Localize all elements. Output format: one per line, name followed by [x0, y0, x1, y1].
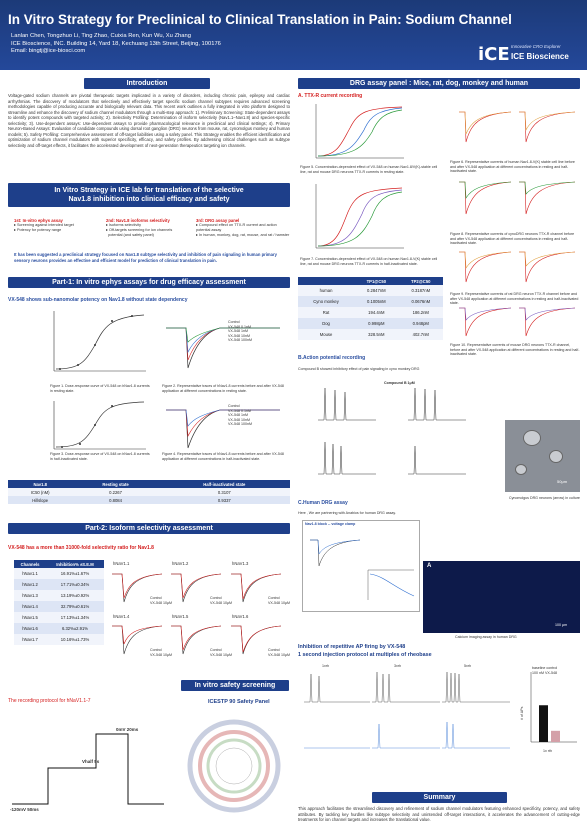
table-header-row: TP1@C50 TP2@C50: [298, 277, 443, 285]
ap-count-bar-chart: [515, 662, 581, 762]
drg-ic50-table: [298, 277, 443, 340]
panel-legend: Control VX-548 10μM: [268, 648, 291, 657]
introduction-heading: Introduction: [84, 78, 210, 89]
ap-trace-label: Compound B 1μM: [384, 381, 415, 385]
bar-baseline: [539, 705, 548, 742]
strategy-summary: It has been suggested a preclinical strategy focused on Nav1.8 subtype selectivity and inhibition of pain signaling in human primary sensory neurons provides an effective and efficient model for prediction of clinical translation in pain.: [14, 252, 277, 263]
strategy-box-3: [196, 218, 290, 238]
table-row: human 0.2847nM 0.3187nM: [298, 285, 443, 296]
table-row: hNav1.4 32.79%±0.61%: [14, 601, 104, 612]
poster-header: [0, 0, 587, 70]
strategy-box-item: ▸ Compound effect on TTX-R current and action potential assay: [196, 223, 277, 232]
fig9-caption: Figure 9. Representative currents of rat DRG neuron TTX-R channel before and after VX-548 application at different concentrations in resting and half-inactivated state.: [450, 292, 579, 306]
strategy-box-item: ▸ Off-targets screening for ion channels: [106, 228, 173, 232]
bar-vx548: [551, 731, 560, 742]
table-row: hNav1.6 6.32%±2.91%: [14, 623, 104, 634]
strategy-box-1: [14, 218, 102, 233]
strategy-box-item: potential (and safety panel): [108, 233, 154, 237]
strategy-box-title: 3rd: DRG assay panel: [196, 218, 240, 223]
panel-title: hNaV1.5: [172, 614, 189, 619]
safety-panel-title: ICESTP 90 Safety Panel: [208, 699, 270, 705]
drg-section-c-title: C.Human DRG assay: [298, 500, 348, 506]
fig5-caption: Figure 5. Concentration-dependent effect of VX-548 on human Nav1.8/V(K)-stable cell line, rat and mouse DRG neurons TTX-R currents in resting state.: [300, 165, 438, 174]
fig6-representative-currents: [455, 102, 580, 162]
part2-subtitle: VX-548 has a more than 31000-fold selectivity ratio for Nav1.8: [8, 545, 154, 551]
panel-legend: Control VX-548 10μM: [150, 648, 173, 657]
ap-inhibition-subtitle: 1 second injection protocol at multiples of rheobase: [298, 652, 432, 658]
table-row: hNav1.3 13.19%±0.92%: [14, 590, 104, 601]
safety-heading: In vitro safety screening: [181, 680, 289, 691]
fig7-caption: Figure 7. Concentration-dependent effect of VX-548 on human Nav1.8-V(K) stable cell line, rat and mouse DRG neurons TTX-R currents in half-inactivated state.: [300, 257, 438, 266]
table-row: Mouse 328.5nM 402.7nM: [298, 329, 443, 340]
repetitive-ap-traces: [300, 662, 514, 762]
drg-heading: DRG assay panel : Mice, rat, dog, monkey and human: [298, 78, 580, 89]
summary-text: This approach facilitates the streamlined discovery and refinement of sodium channel modulators featuring enhanced specificity, potency, and safety attributes. By tackling key hurdles like subtype selectivity and unintended off-target interactions, it accelerates the advancement of cutting-edge treatments for ion channel targets and increases the translational value.: [298, 806, 580, 822]
isoform-trace-panels: [108, 568, 291, 668]
strategy-box-item: ▸ Potency for potency range: [14, 228, 62, 232]
table-row: Cyno monkey 0.1005nM 0.0676nM: [298, 296, 443, 307]
ice-logo: [478, 42, 582, 66]
ap-trace-label: 1xrh: [322, 664, 329, 668]
human-drg-current-plots: [304, 530, 418, 610]
table-header-row: Channels Inhibition% ±S.E.M: [14, 560, 104, 568]
ice-logo-icon: iCE: [478, 44, 510, 65]
part1-subtitle: VX-548 shows sub-nanomolar potency on Nav1.8 without state dependency: [8, 297, 188, 303]
fig2-caption: Figure 2. Representative traces of hNav1.8 currents before and after VX-548 application at different concentrations in resting state.: [162, 384, 284, 393]
calcium-caption: Calcium imaging assay in human DRG: [455, 635, 517, 639]
protocol-label: -120mV 50ms: [10, 807, 39, 812]
panel-legend: Control VX-548 10μM: [210, 596, 233, 605]
part2-heading: Part-2: Isoform selectivity assessment: [8, 523, 290, 534]
panel-title: hNaV1.2: [172, 561, 189, 566]
action-potential-traces: [316, 380, 496, 490]
table-row: IC50 (nM) 0.2267 0.3107: [8, 488, 290, 496]
fig3-caption: Figure 3. Dose-response curve of VX-548 on hNav1.8 currents in half-inactivated state.: [50, 452, 150, 461]
fig10-representative-currents: [455, 300, 580, 344]
introduction-text: Voltage-gated sodium channels are pivotal therapeutic targets implicated in a variety of disorders, including chronic pain, epilepsy and cardiac arrhythmias. The discovery of modulators that selectively and effectively target specific sodium channel subtypes requires advanced screening methodologies capable of producing accurate and biologically relevant data. This recent work outlines a fully integrated in vitro platform designed to streamline and enhance the discovery of sodium channel modulators through a multi-step approach: 1). Preliminary Screening: State-dependent assays to identify potent compounds with targeted activity; 2). Selectivity Profiling: Determination of isoform selectivity (Nav1.1–Nav1.8) and species-specific selectivity; 3). Use-dependent assays: Use-dependent assays to provide pharmacological relevance in preclinical and clinical settings; 4). Primary Neuron-Based Assays: Evaluation of candidate compounds using dorsal root ganglion (DRG) neurons from mouse, rat, cynomolgus monkey and human models; 5). Safety Profiling: Comprehensive assessment of off-target liabilities using a safety panel. This Strategy enables the efficient identification and optimization of sodium channel modulators with superior specificity, efficacy, and safety profiles. By addressing critical challenges such as subtype selectivity and off-target effects, it facilitates the accelerated development of next-generation therapeutics targeting ion channels.: [8, 93, 290, 148]
fig8-representative-currents: [455, 172, 580, 232]
fig3-dose-response-plot: [40, 397, 150, 457]
strategy-heading: [8, 183, 290, 207]
table-row: Dog 0.998pM 0.948pM: [298, 318, 443, 329]
fig7-concentration-response-plot: [308, 182, 443, 254]
drg-section-b-title: B.Action potential recording: [298, 355, 366, 361]
authors: Lanlan Chen, Tongzhuo Li, Ting Zhao, Cuixia Ren, Kun Wu, Xu Zhang: [11, 33, 191, 39]
fig10-caption: Figure 10. Representative currents of mouse DRG neurons TTX-R channel, before and after VX-548 application at different concentrations in resting and half-inactivated state.: [450, 343, 580, 357]
email: Email: bingtj@ice-biosci.com: [11, 48, 86, 55]
c-plot-title: Nav1.8 block -- voltage clamp: [305, 522, 356, 526]
table-row: hNav1.5 17.13%±1.34%: [14, 612, 104, 623]
strategy-box-title: 1st: In-vitro ephys assay: [14, 218, 63, 223]
human-drg-calcium-image: [423, 561, 580, 633]
fig1-caption: Figure 1. Dose-response curve of VX-548 on hNav1.8 currents in resting state.: [50, 384, 150, 393]
table-row: Hillslope 0.8084 0.9337: [8, 496, 290, 504]
author-block: [11, 33, 221, 56]
poster-title: In Vitro Strategy for Preclinical to Clinical Translation in Pain: Sodium Channel: [8, 12, 512, 27]
table-header-row: Nav1.8 Resting state Half-inactivated state: [8, 480, 290, 488]
logo-name: ICE Bioscience: [511, 52, 569, 61]
panel-title: hNaV1.4: [113, 614, 130, 619]
table-row: hNav1.1 16.91%±1.67%: [14, 568, 104, 579]
strategy-box-2: [106, 218, 192, 238]
protocol-title: The recording protocol for hNaV1.1-7: [8, 698, 91, 704]
ap-trace-label: 5xrh: [464, 664, 471, 668]
panel-title: hNaV1.1: [113, 561, 130, 566]
summary-heading: Summary: [372, 792, 507, 803]
cyno-drg-micrograph: [505, 420, 580, 492]
strategy-heading-line1: In Vitro Strategy in ICE lab for translation of the selective: [54, 187, 244, 194]
fig4-caption: Figure 4. Representative traces of hNav1.8 currents before and after VX-548 application at different concentrations in half-inactivated state.: [162, 452, 284, 461]
image-panel-label: A: [427, 563, 432, 569]
table-row: hNav1.7 10.16%±1.73%: [14, 634, 104, 645]
drg-section-b-subtitle: Compound B showed inhibitory effect of pain signaling in cyno monkey DRG: [298, 367, 420, 371]
bar-legend-item: 100 nM VX-548: [532, 670, 557, 675]
bar-y-label: # of APs: [520, 706, 524, 720]
strategy-box-item: ▸ In human, monkey, dog, rat, mouse, and rat / hamster: [196, 233, 290, 237]
bar-legend: [532, 666, 557, 675]
panel-legend: Control VX-548 10μM: [150, 596, 173, 605]
cyno-caption: Cynomolgus DRG neurons (arrow) in culture: [509, 496, 580, 500]
panel-legend: Control VX-548 10μM: [268, 596, 291, 605]
ap-trace-label: 3xrh: [394, 664, 401, 668]
bar-legend-item: baseline control: [532, 666, 558, 670]
fig9-representative-currents: [455, 244, 580, 294]
safety-panel-radial-chart: [178, 706, 290, 824]
strategy-box-item: ▸ Screening against intended target: [14, 223, 74, 227]
image-scale-label: 100 μm: [555, 623, 568, 627]
fig6-caption: Figure 6. Representative currents of human Nav1.8-V(K) stable cell line before and after VX-548 application at different concentrations in resting and half-inactivated state.: [450, 160, 575, 174]
drg-section-a-title: A. TTX-R current recording: [298, 93, 363, 99]
fig4-legend: Control VX-548 0.1nM VX-548 1nM VX-548 10nM VX-548 100nM: [228, 404, 252, 427]
ap-inhibition-title: Inhibition of repetitive AP firing by VX-548: [298, 644, 406, 650]
strategy-box-item: ▸ Isoforms selectivity: [106, 223, 142, 227]
fig8-caption: Figure 8. Representative currents of cynoDRG neurons TTX-R channel before and after VX-548 application at different concentrations in resting and half-inactivated state.: [450, 232, 575, 246]
strategy-box-title: 2nd: Nav1.8 isoforms selectivity: [106, 218, 170, 223]
isoform-selectivity-table: [14, 560, 104, 645]
table-row: Rat 194.4nM 186.2nM: [298, 307, 443, 318]
fig1-dose-response-plot: [40, 307, 150, 387]
panel-legend: Control VX-548 10μM: [210, 648, 233, 657]
fig5-concentration-response-plot: [308, 102, 443, 164]
panel-title: hNaV1.6: [232, 614, 249, 619]
protocol-label: 0mV 20ms: [116, 727, 139, 732]
voltage-protocol-diagram: [8, 716, 168, 816]
protocol-label: Vhalf 5s: [82, 759, 100, 764]
panel-title: hNaV1.3: [232, 561, 249, 566]
fig2-legend: Control VX-548 0.1nM VX-548 1nM VX-548 10nM VX-548 100nM: [228, 320, 252, 343]
bar-x-label: 1x rth: [543, 749, 552, 753]
part1-heading: Part-1: In vitro ephys assays for drug efficacy assessment: [8, 277, 290, 288]
scale-bar-label: 50μm: [557, 479, 568, 484]
table-row: hNav1.2 17.71%±0.34%: [14, 579, 104, 590]
strategy-heading-line2: Nav1.8 inhibition into clinical efficacy and safety: [68, 196, 230, 203]
drg-section-c-subtitle: Here , We are partnering with Anabios for human DRG assay.: [298, 511, 396, 515]
part1-ic50-table: [8, 480, 290, 504]
logo-tagline: Innovative CRO Explorer: [511, 44, 561, 49]
affiliation: ICE Bioscience, INC. Building 14, Yard 18, Kechuang 13th Street, Beijing, 100176: [11, 40, 221, 47]
